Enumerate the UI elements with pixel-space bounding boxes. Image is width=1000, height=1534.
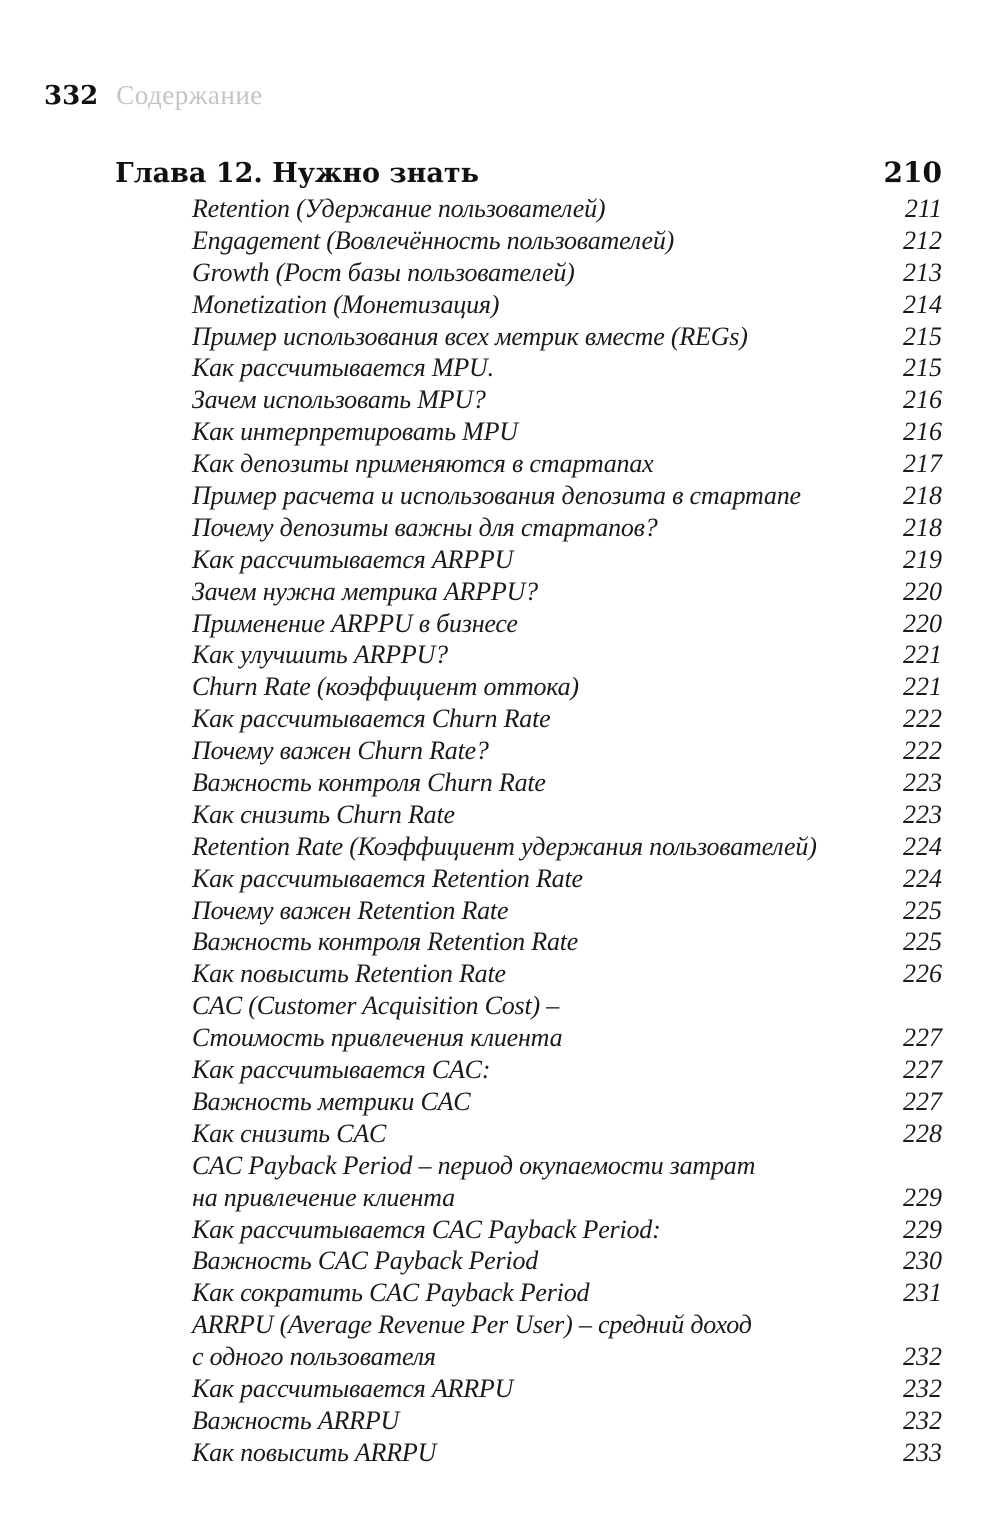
chapter-page-number: 210: [883, 156, 942, 189]
toc-entry-title: Важность метрики CAC: [192, 1086, 471, 1116]
toc-entry-title: Как рассчитывается ARPPU: [192, 544, 514, 574]
toc-entry-page: 219: [903, 544, 942, 574]
toc-entry-page: 233: [903, 1437, 942, 1467]
toc-entry-title: Как рассчитывается Churn Rate: [192, 704, 551, 734]
toc-entry-page: 226: [903, 959, 942, 989]
toc-entry[interactable]: [192, 513, 942, 545]
toc-entry-title: Как повысить Retention Rate: [192, 959, 506, 989]
toc-entry-page: 222: [903, 736, 942, 766]
toc-entry[interactable]: [192, 1278, 942, 1310]
toc-entry-title: Как рассчитывается CAC:: [192, 1055, 491, 1085]
toc-entry-page: 220: [903, 576, 942, 606]
toc-entry-title: Как снизить Churn Rate: [192, 799, 455, 829]
toc-entry-page: 224: [903, 831, 942, 861]
toc-entry-title: ARRPU (Average Revenue Per User) – средний доход: [192, 1310, 752, 1340]
toc-entry-page: 218: [903, 512, 942, 542]
toc-entry-title: Зачем использовать MPU?: [192, 385, 486, 415]
toc-entry[interactable]: [192, 672, 942, 704]
toc-entry-title: с одного пользователя: [192, 1342, 436, 1372]
toc-entry[interactable]: [192, 577, 942, 609]
toc-entry[interactable]: [192, 322, 942, 354]
chapter-heading[interactable]: [115, 156, 942, 189]
toc-entry-title: Важность CAC Payback Period: [192, 1246, 539, 1276]
toc-entry-page: 212: [903, 225, 942, 255]
toc-entry[interactable]: [192, 1183, 942, 1215]
toc-entry-page: 230: [903, 1246, 942, 1276]
toc-entry-page: 229: [903, 1214, 942, 1244]
toc-entry[interactable]: [192, 1310, 942, 1342]
toc-entry[interactable]: [192, 927, 942, 959]
toc-entry-page: 224: [903, 863, 942, 893]
toc-entry[interactable]: [192, 1406, 942, 1438]
toc-entry-title: Как улучшить ARPPU?: [192, 640, 448, 670]
toc-entry-title: Engagement (Вовлечённость пользователей): [192, 225, 675, 255]
toc-entry[interactable]: [192, 1215, 942, 1247]
toc-entry-title: Retention Rate (Коэффициент удержания пользователей): [192, 831, 817, 861]
toc-entry-page: 225: [903, 927, 942, 957]
toc-entry-title: Churn Rate (коэффициент оттока): [192, 672, 579, 702]
toc-entry-page: 227: [903, 1086, 942, 1116]
toc-entry-title: CAC (Customer Acquisition Cost) –: [192, 991, 560, 1021]
toc-entry[interactable]: [192, 832, 942, 864]
toc-entry-page: 227: [903, 1023, 942, 1053]
toc-entry[interactable]: [192, 896, 942, 928]
running-section-title: Содержание: [116, 80, 263, 110]
toc-entry-page: 223: [903, 768, 942, 798]
toc-entry-title: Почему депозиты важны для стартапов?: [192, 512, 658, 542]
toc-entry-title: Как рассчитывается MPU.: [192, 353, 494, 383]
toc-entry-title: Стоимость привлечения клиента: [192, 1023, 563, 1053]
toc-entry-page: 215: [903, 321, 942, 351]
toc-entry[interactable]: [192, 1087, 942, 1119]
toc-entry-title: Важность ARRPU: [192, 1405, 400, 1435]
toc-entry-title: Важность контроля Churn Rate: [192, 768, 546, 798]
toc-entry[interactable]: [192, 736, 942, 768]
toc-entry[interactable]: [192, 959, 942, 991]
toc-entry-page: 232: [903, 1405, 942, 1435]
toc-entry-page: 217: [903, 449, 942, 479]
toc-entry-page: 228: [903, 1118, 942, 1148]
toc-entry-title: Retention (Удержание пользователей): [192, 194, 606, 223]
toc-entry-page: 231: [903, 1278, 942, 1308]
toc-entry[interactable]: [192, 1151, 942, 1183]
toc-entry-title: Как депозиты применяются в стартапах: [192, 449, 654, 479]
toc-entry-page: 218: [903, 481, 942, 511]
toc-entry[interactable]: [192, 1438, 942, 1470]
toc-entry[interactable]: [192, 545, 942, 577]
toc-entry[interactable]: [192, 353, 942, 385]
toc-entry-title: Зачем нужна метрика ARPPU?: [192, 576, 538, 606]
toc-entry-page: 213: [903, 257, 942, 287]
toc-entry-page: 216: [903, 385, 942, 415]
toc-entry-page: 221: [903, 640, 942, 670]
toc-entry-page: 211: [904, 194, 942, 223]
toc-entry[interactable]: [192, 1342, 942, 1374]
toc-entry-page: 220: [903, 608, 942, 638]
toc-entry-page: 222: [903, 704, 942, 734]
toc-entry[interactable]: [192, 194, 942, 226]
toc-entry-page: 216: [903, 417, 942, 447]
toc-entry[interactable]: [192, 800, 942, 832]
toc-entry-page: 225: [903, 895, 942, 925]
toc-entry-title: Growth (Рост базы пользователей): [192, 257, 575, 287]
toc-entry[interactable]: [192, 609, 942, 641]
toc-entry[interactable]: [192, 417, 942, 449]
toc-entry[interactable]: [192, 991, 942, 1023]
toc-entry[interactable]: [192, 1119, 942, 1151]
page-number: 332: [44, 81, 99, 111]
toc-entry[interactable]: [192, 1374, 942, 1406]
toc-entry-page: 227: [903, 1055, 942, 1085]
toc-entry-title: на привлечение клиента: [192, 1182, 455, 1212]
toc-entry-title: Как повысить ARRPU: [192, 1437, 437, 1467]
toc-entry-page: 223: [903, 799, 942, 829]
toc-entry[interactable]: [192, 1055, 942, 1087]
toc-entry-title: Как рассчитывается ARRPU: [192, 1373, 514, 1403]
toc-entry[interactable]: [192, 704, 942, 736]
toc-entry-page: 229: [903, 1182, 942, 1212]
toc-entry-title: Как сократить CAC Payback Period: [192, 1278, 590, 1308]
toc-entry-title: Как рассчитывается Retention Rate: [192, 863, 583, 893]
toc-entry[interactable]: [192, 768, 942, 800]
toc-list: [192, 194, 942, 1470]
toc-entry[interactable]: [192, 258, 942, 290]
toc-entry-title: Важность контроля Retention Rate: [192, 927, 579, 957]
toc-entry[interactable]: [192, 640, 942, 672]
chapter-title: Глава 12. Нужно знать: [115, 158, 479, 189]
toc-entry-title: Пример использования всех метрик вместе (REGs): [192, 321, 748, 351]
toc-entry-title: Пример расчета и использования депозита в стартапе: [192, 481, 801, 511]
toc-entry[interactable]: [192, 449, 942, 481]
toc-entry-title: Как интерпретировать MPU: [192, 417, 518, 447]
toc-entry[interactable]: [192, 481, 942, 513]
toc-entry-title: Применение ARPPU в бизнесе: [192, 608, 518, 638]
toc-entry[interactable]: [192, 290, 942, 322]
toc-entry-title: Почему важен Retention Rate: [192, 895, 509, 925]
toc-entry-title: CAC Payback Period – период окупаемости затрат: [192, 1150, 756, 1180]
toc-entry[interactable]: [192, 864, 942, 896]
toc-entry-page: 221: [903, 672, 942, 702]
toc-entry-title: Monetization (Монетизация): [192, 289, 500, 319]
toc-entry[interactable]: [192, 1023, 942, 1055]
toc-entry-title: Как снизить CAC: [192, 1118, 387, 1148]
toc-entry-page: 232: [903, 1342, 942, 1372]
toc-entry-page: 215: [903, 353, 942, 383]
toc-entry[interactable]: [192, 226, 942, 258]
toc-entry[interactable]: [192, 1246, 942, 1278]
running-head: [44, 80, 263, 116]
toc-entry[interactable]: [192, 385, 942, 417]
toc-entry-page: 214: [903, 289, 942, 319]
toc-entry-page: 232: [903, 1373, 942, 1403]
toc-entry-title: Почему важен Churn Rate?: [192, 736, 489, 766]
toc-entry-title: Как рассчитывается CAC Payback Period:: [192, 1214, 661, 1244]
